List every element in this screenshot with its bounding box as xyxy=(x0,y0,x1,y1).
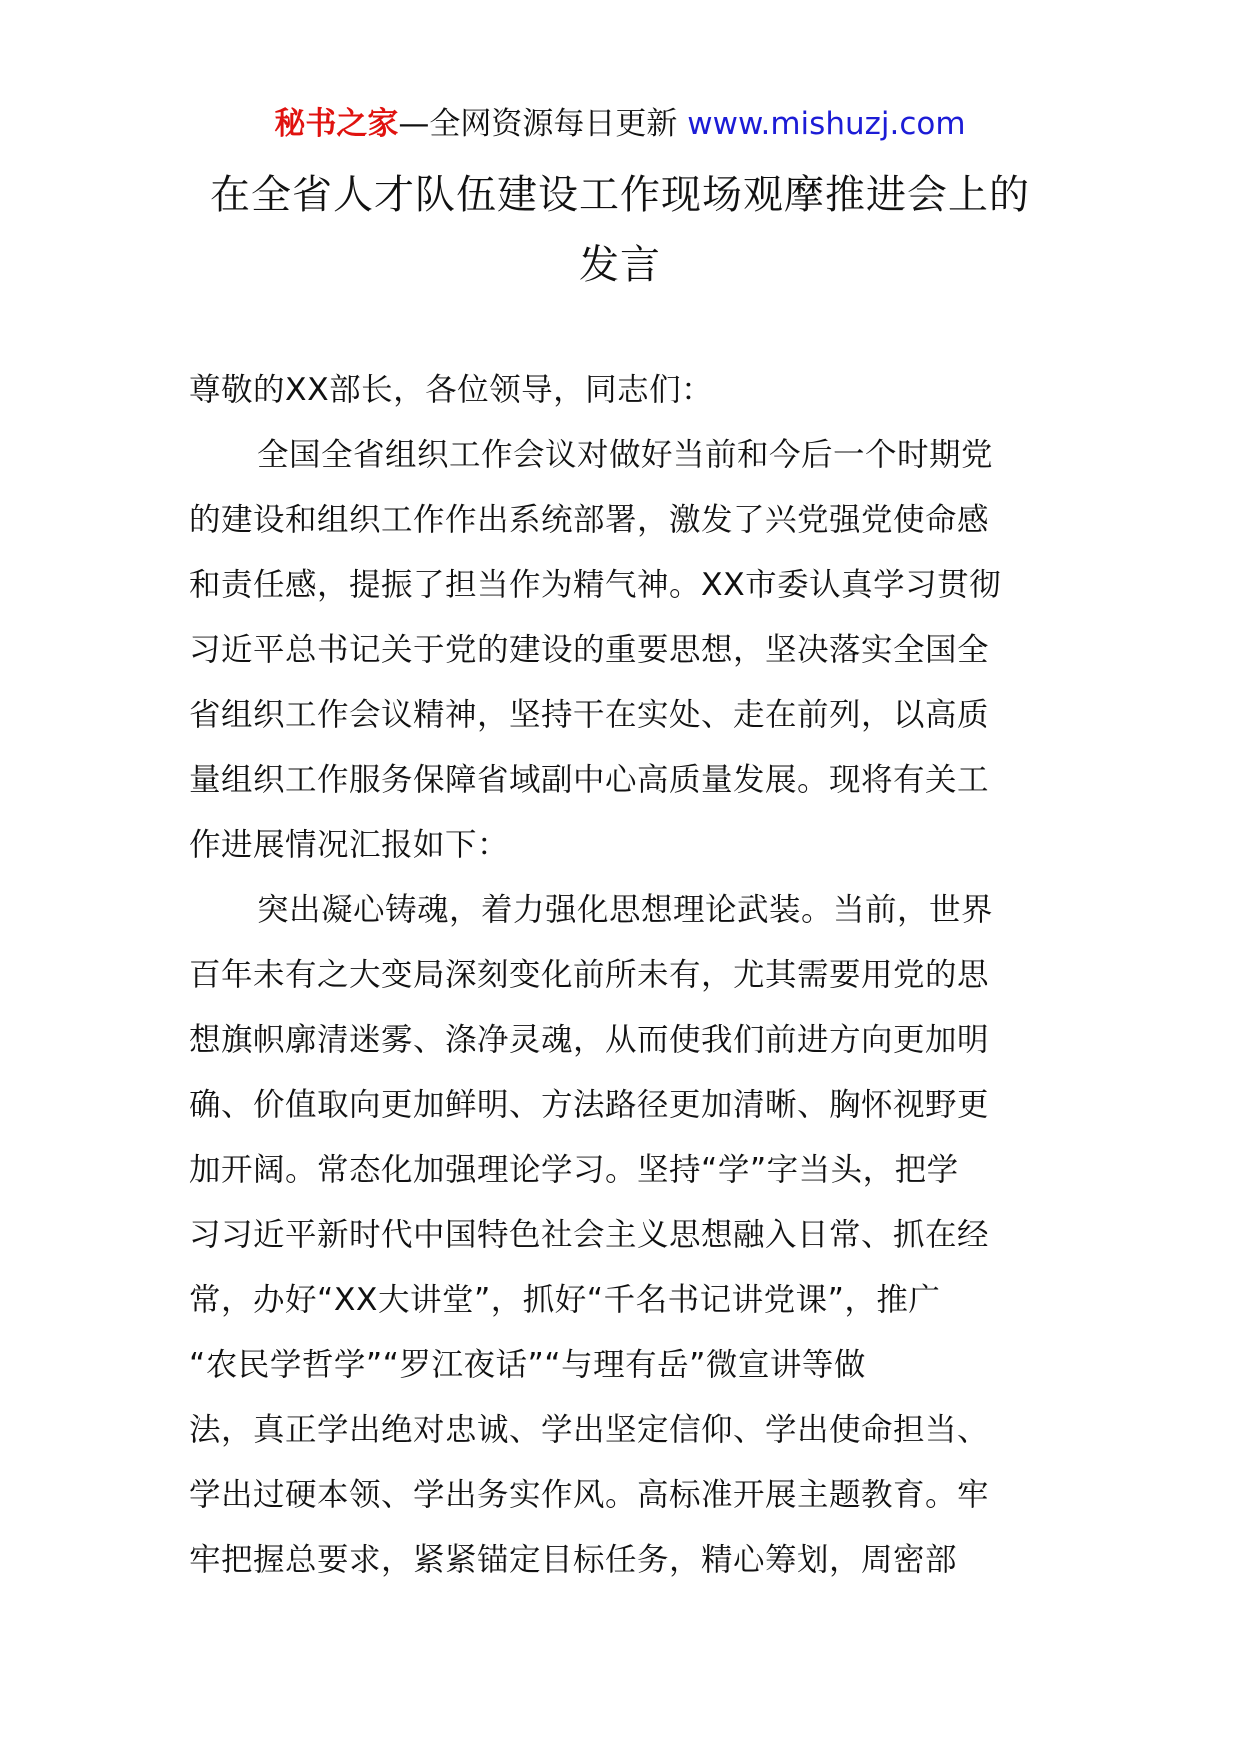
title-line-1: 在全省人才队伍建设工作现场观摩推进会上的 xyxy=(210,172,1030,218)
paragraph-line: 作进展情况汇报如下： xyxy=(189,827,510,863)
paragraph-line: 省组织工作会议精神，坚持干在实处、走在前列，以高质 xyxy=(189,697,990,733)
paragraph-line: 习习近平新时代中国特色社会主义思想融入日常、抓在经 xyxy=(189,1217,990,1253)
paragraph-line: 百年未有之大变局深刻变化前所未有，尤其需要用党的思 xyxy=(189,957,990,993)
document-body xyxy=(189,358,1059,1593)
paragraph-line: “农民学哲学”“罗江夜话”“与理有岳”微宣讲等做 xyxy=(189,1347,866,1383)
paragraph-line: 加开阔。常态化加强理论学习。坚持“学”字当头，把学 xyxy=(189,1152,959,1188)
paragraph-line: 想旗帜廓清迷雾、涤净灵魂，从而使我们前进方向更加明 xyxy=(189,1022,990,1058)
paragraph-line: 和责任感，提振了担当作为精气神。XX市委认真学习贯彻 xyxy=(189,567,1002,603)
paragraph-line: 的建设和组织工作作出系统部署，激发了兴党强党使命感 xyxy=(189,502,990,538)
paragraph-line: 确、价值取向更加鲜明、方法路径更加清晰、胸怀视野更 xyxy=(189,1087,990,1123)
paragraph-line: 全国全省组织工作会议对做好当前和今后一个时期党 xyxy=(257,437,994,473)
paragraph-line: 学出过硬本领、学出务实作风。高标准开展主题教育。牢 xyxy=(189,1477,990,1513)
title-line-2: 发言 xyxy=(579,242,661,288)
header-tagline: —全网资源每日更新 xyxy=(398,106,678,142)
paragraph-line: 常，办好“XX大讲堂”，抓好“千名书记讲党课”，推广 xyxy=(189,1282,941,1318)
paragraph-line: 牢把握总要求，紧紧锚定目标任务，精心筹划，周密部 xyxy=(189,1542,958,1578)
document-title xyxy=(180,160,1060,300)
paragraph-line: 习近平总书记关于党的建设的重要思想，坚决落实全国全 xyxy=(189,632,990,668)
site-url-link[interactable]: www.mishuzj.com xyxy=(687,106,966,142)
salutation: 尊敬的XX部长，各位领导，同志们： xyxy=(189,372,714,408)
site-header xyxy=(0,96,1240,152)
brand-name: 秘书之家 xyxy=(274,106,399,142)
paragraph-line: 法，真正学出绝对忠诚、学出坚定信仰、学出使命担当、 xyxy=(189,1412,990,1448)
paragraph-line: 突出凝心铸魂，着力强化思想理论武装。当前，世界 xyxy=(257,892,994,928)
paragraph-line: 量组织工作服务保障省域副中心高质量发展。现将有关工 xyxy=(189,762,990,798)
